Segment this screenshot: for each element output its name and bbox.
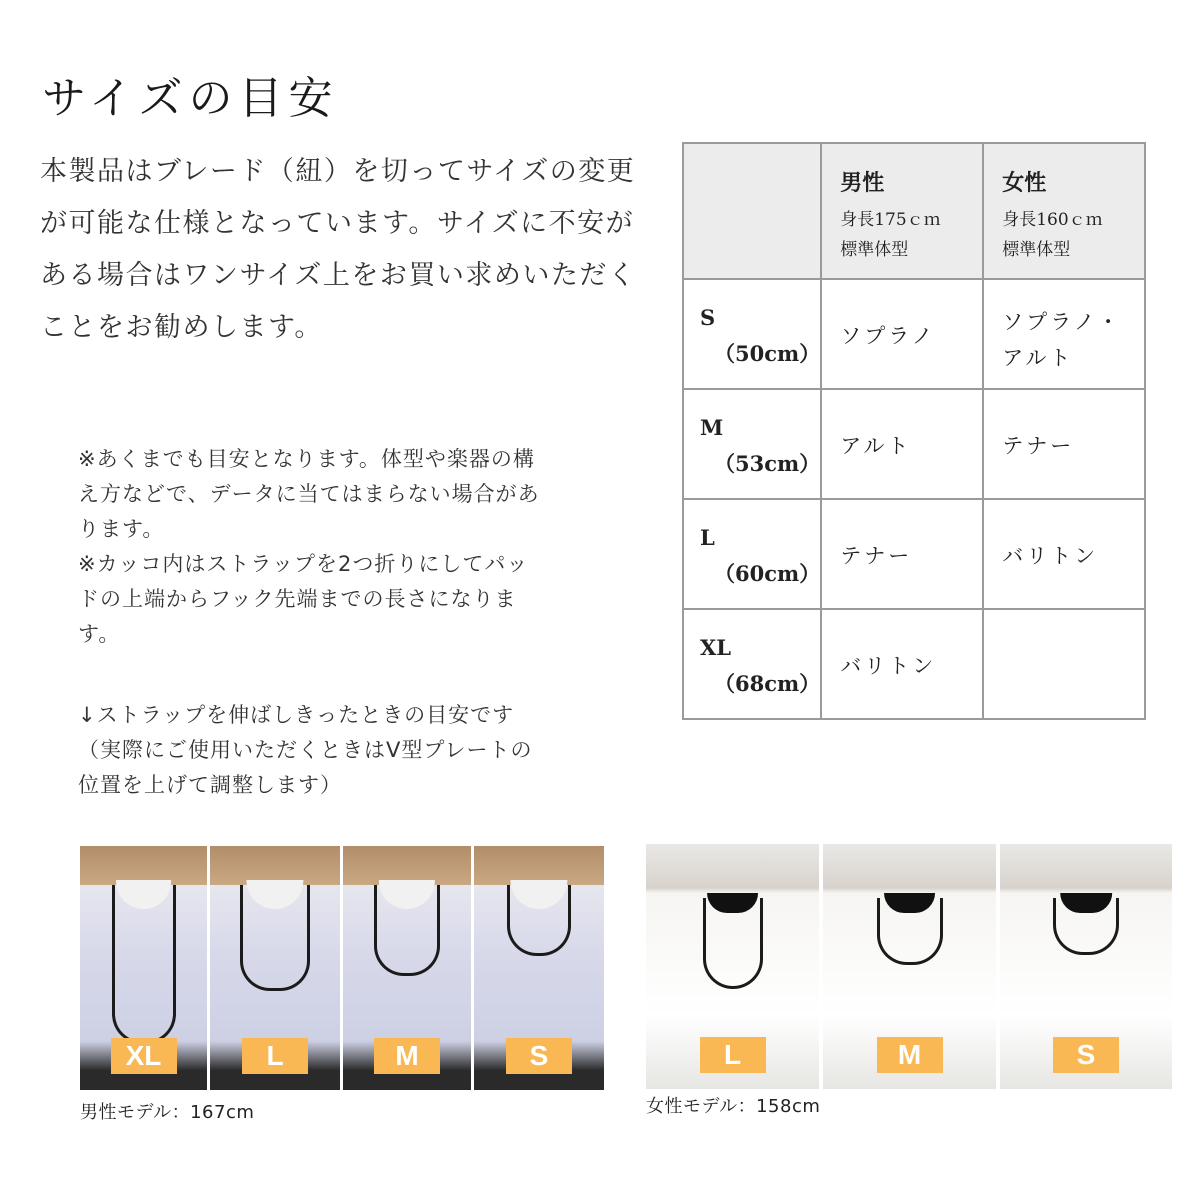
size-length: （50cm）: [714, 341, 821, 366]
intro-line: が可能な仕様となっています。サイズに不安が: [40, 208, 635, 239]
female-height: 身長160ｃｍ: [1002, 210, 1103, 230]
size-label: M: [700, 415, 724, 440]
table-row: [683, 279, 1145, 389]
intro-text: [40, 146, 670, 354]
note-line: ります。: [78, 517, 165, 541]
table-header-row: [683, 143, 1145, 279]
female-cell: [983, 609, 1145, 719]
size-badge: L: [700, 1037, 766, 1073]
size-label: XL: [700, 635, 732, 660]
note-line: え方などで、データに当てはまらない場合があ: [78, 482, 540, 506]
male-header: [821, 143, 983, 279]
size-cell: [683, 609, 821, 719]
male-photo-l: [210, 846, 340, 1090]
note-line: ※あくまでも目安となります。体型や楽器の構: [78, 447, 535, 471]
table-row: [683, 499, 1145, 609]
strap: [703, 898, 763, 989]
size-badge: M: [374, 1038, 440, 1074]
strap: [112, 885, 176, 1044]
table-row: [683, 609, 1145, 719]
male-label: 男性: [840, 170, 885, 196]
female-caption: 女性モデル：158cm: [646, 1096, 821, 1117]
note-line: ※カッコ内はストラップを2つ折りにしてパッ: [78, 552, 529, 576]
male-instrument: バリトン: [840, 654, 937, 678]
male-height: 身長175ｃｍ: [840, 210, 941, 230]
usage-text: [78, 698, 623, 803]
strap: [507, 885, 571, 956]
female-build: 標準体型: [1002, 240, 1071, 260]
male-instrument: ソプラノ: [840, 324, 936, 348]
size-length: （60cm）: [714, 561, 821, 586]
intro-line: ことをお勧めします。: [40, 312, 323, 343]
female-instrument: ソプラノ・アルト: [1002, 310, 1122, 370]
male-photo-s: [474, 846, 604, 1090]
size-badge: M: [877, 1037, 943, 1073]
size-label: S: [700, 305, 716, 330]
male-instrument: アルト: [840, 434, 912, 458]
size-badge: S: [506, 1038, 572, 1074]
female-cell: [983, 499, 1145, 609]
male-instrument: テナー: [840, 544, 913, 568]
note-line: す。: [78, 622, 121, 646]
notes-text: [78, 442, 623, 652]
male-photo-m: [343, 846, 471, 1090]
female-instrument: バリトン: [1002, 544, 1099, 568]
page-title: サイズの目安: [42, 73, 339, 124]
corner-cell: [683, 143, 821, 279]
size-label: L: [700, 525, 715, 550]
size-cell: [683, 279, 821, 389]
male-cell: [821, 609, 983, 719]
usage-line: ↓ストラップを伸ばしきったときの目安です: [78, 703, 515, 727]
strap: [374, 885, 440, 976]
size-table: [682, 142, 1146, 720]
size-badge: L: [242, 1038, 308, 1074]
male-caption: 男性モデル：167cm: [80, 1102, 255, 1123]
female-cell: [983, 389, 1145, 499]
male-photo-xl: [80, 846, 207, 1090]
female-photo-l: [646, 844, 819, 1089]
strap: [240, 885, 310, 990]
strap: [877, 898, 943, 965]
female-cell: [983, 279, 1145, 389]
male-build: 標準体型: [840, 240, 909, 260]
size-badge: XL: [111, 1038, 177, 1074]
strap: [1053, 898, 1119, 955]
size-cell: [683, 499, 821, 609]
female-photo-m: [823, 844, 996, 1089]
usage-line: 位置を上げて調整します）: [78, 773, 342, 797]
size-length: （68cm）: [714, 671, 821, 696]
intro-line: 本製品はブレード（紐）を切ってサイズの変更: [40, 156, 636, 187]
male-cell: [821, 279, 983, 389]
female-label: 女性: [1002, 170, 1047, 196]
usage-line: （実際にご使用いただくときはV型プレートの: [78, 738, 533, 762]
male-cell: [821, 389, 983, 499]
note-line: ドの上端からフック先端までの長さになりま: [78, 587, 517, 611]
size-length: （53cm）: [714, 451, 821, 476]
male-cell: [821, 499, 983, 609]
table-row: [683, 389, 1145, 499]
size-cell: [683, 389, 821, 499]
intro-line: ある場合はワンサイズ上をお買い求めいただく: [40, 260, 637, 291]
female-instrument: テナー: [1002, 434, 1075, 458]
female-header: [983, 143, 1145, 279]
size-badge: S: [1053, 1037, 1119, 1073]
female-instrument: [984, 610, 1144, 648]
female-photo-s: [1000, 844, 1172, 1089]
